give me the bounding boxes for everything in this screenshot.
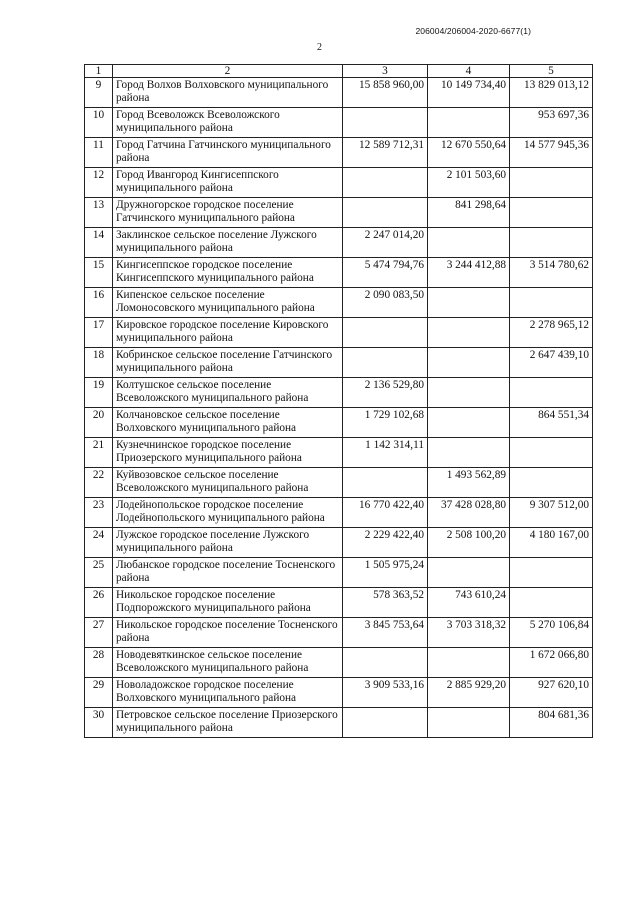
- municipality-name: Город Ивангород Кингисеппского муниципального района: [113, 168, 343, 198]
- value-column-3: 15 858 960,00: [343, 78, 428, 108]
- value-column-5: 5 270 106,84: [510, 618, 593, 648]
- value-column-3: 5 474 794,76: [343, 258, 428, 288]
- value-column-4: [428, 108, 510, 138]
- municipality-name: Кингисеппское городское поселение Кингисеппского муниципального района: [113, 258, 343, 288]
- value-column-5: [510, 378, 593, 408]
- table-row: [85, 108, 593, 138]
- municipality-name: Лужское городское поселение Лужского муниципального района: [113, 528, 343, 558]
- row-number: 26: [85, 588, 113, 618]
- value-column-3: 1 505 975,24: [343, 558, 428, 588]
- table-row: [85, 588, 593, 618]
- table-header-row: [85, 65, 593, 78]
- column-header: 5: [510, 65, 593, 78]
- value-column-5: [510, 228, 593, 258]
- value-column-4: [428, 378, 510, 408]
- value-column-4: [428, 348, 510, 378]
- municipality-name: Заклинское сельское поселение Лужского муниципального района: [113, 228, 343, 258]
- value-column-4: 10 149 734,40: [428, 78, 510, 108]
- value-column-4: 3 703 318,32: [428, 618, 510, 648]
- value-column-3: 12 589 712,31: [343, 138, 428, 168]
- value-column-4: 37 428 028,80: [428, 498, 510, 528]
- row-number: 11: [85, 138, 113, 168]
- value-column-4: 743 610,24: [428, 588, 510, 618]
- table-row: [85, 528, 593, 558]
- value-column-4: [428, 708, 510, 738]
- row-number: 12: [85, 168, 113, 198]
- table-row: [85, 348, 593, 378]
- municipality-name: Никольское городское поселение Подпорожского муниципального района: [113, 588, 343, 618]
- row-number: 10: [85, 108, 113, 138]
- table-row: [85, 558, 593, 588]
- value-column-5: [510, 198, 593, 228]
- value-column-3: [343, 708, 428, 738]
- table-row: [85, 288, 593, 318]
- row-number: 18: [85, 348, 113, 378]
- municipality-name: Никольское городское поселение Тосненского района: [113, 618, 343, 648]
- municipality-name: Кобринское сельское поселение Гатчинского муниципального района: [113, 348, 343, 378]
- value-column-3: 16 770 422,40: [343, 498, 428, 528]
- municipality-name: Кузнечнинское городское поселение Приозерского муниципального района: [113, 438, 343, 468]
- table-row: [85, 408, 593, 438]
- table-row: [85, 378, 593, 408]
- column-header: 2: [113, 65, 343, 78]
- value-column-4: 1 493 562,89: [428, 468, 510, 498]
- value-column-5: 9 307 512,00: [510, 498, 593, 528]
- table-row: [85, 168, 593, 198]
- value-column-4: 2 885 929,20: [428, 678, 510, 708]
- value-column-5: [510, 468, 593, 498]
- municipality-name: Колчановское сельское поселение Волховского муниципального района: [113, 408, 343, 438]
- row-number: 20: [85, 408, 113, 438]
- value-column-5: [510, 168, 593, 198]
- value-column-3: [343, 648, 428, 678]
- value-column-3: [343, 198, 428, 228]
- value-column-3: [343, 348, 428, 378]
- value-column-4: 2 101 503,60: [428, 168, 510, 198]
- row-number: 15: [85, 258, 113, 288]
- value-column-3: 2 229 422,40: [343, 528, 428, 558]
- value-column-4: [428, 288, 510, 318]
- row-number: 16: [85, 288, 113, 318]
- value-column-5: 13 829 013,12: [510, 78, 593, 108]
- value-column-4: 2 508 100,20: [428, 528, 510, 558]
- table-row: [85, 258, 593, 288]
- value-column-5: 927 620,10: [510, 678, 593, 708]
- municipality-name: Город Волхов Волховского муниципального района: [113, 78, 343, 108]
- table-row: [85, 228, 593, 258]
- value-column-5: 864 551,34: [510, 408, 593, 438]
- municipality-name: Петровское сельское поселение Приозерского муниципального района: [113, 708, 343, 738]
- municipality-name: Дружногорское городское поселение Гатчинского муниципального района: [113, 198, 343, 228]
- value-column-4: [428, 228, 510, 258]
- value-column-3: 1 142 314,11: [343, 438, 428, 468]
- table-row: [85, 498, 593, 528]
- table-row: [85, 138, 593, 168]
- value-column-4: 3 244 412,88: [428, 258, 510, 288]
- value-column-5: 953 697,36: [510, 108, 593, 138]
- table-row: [85, 468, 593, 498]
- value-column-5: [510, 588, 593, 618]
- value-column-5: 2 278 965,12: [510, 318, 593, 348]
- row-number: 30: [85, 708, 113, 738]
- municipality-name: Кипенское сельское поселение Ломоносовского муниципального района: [113, 288, 343, 318]
- row-number: 22: [85, 468, 113, 498]
- value-column-5: 2 647 439,10: [510, 348, 593, 378]
- row-number: 14: [85, 228, 113, 258]
- row-number: 17: [85, 318, 113, 348]
- row-number: 27: [85, 618, 113, 648]
- municipality-name: Любанское городское поселение Тосненского района: [113, 558, 343, 588]
- row-number: 28: [85, 648, 113, 678]
- value-column-3: [343, 468, 428, 498]
- municipality-name: Новоладожское городское поселение Волховского муниципального района: [113, 678, 343, 708]
- value-column-4: 841 298,64: [428, 198, 510, 228]
- document-id: 206004/206004-2020-6677(1): [415, 26, 531, 36]
- table-row: [85, 198, 593, 228]
- value-column-4: [428, 408, 510, 438]
- value-column-3: [343, 318, 428, 348]
- value-column-4: [428, 438, 510, 468]
- value-column-3: 2 090 083,50: [343, 288, 428, 318]
- value-column-3: 1 729 102,68: [343, 408, 428, 438]
- row-number: 19: [85, 378, 113, 408]
- row-number: 9: [85, 78, 113, 108]
- value-column-5: 804 681,36: [510, 708, 593, 738]
- column-header: 1: [85, 65, 113, 78]
- value-column-5: [510, 288, 593, 318]
- value-column-4: 12 670 550,64: [428, 138, 510, 168]
- row-number: 23: [85, 498, 113, 528]
- row-number: 25: [85, 558, 113, 588]
- municipality-name: Колтушское сельское поселение Всеволожского муниципального района: [113, 378, 343, 408]
- value-column-5: 14 577 945,36: [510, 138, 593, 168]
- table-row: [85, 78, 593, 108]
- value-column-3: 3 845 753,64: [343, 618, 428, 648]
- value-column-3: 578 363,52: [343, 588, 428, 618]
- value-column-3: [343, 168, 428, 198]
- value-column-5: 4 180 167,00: [510, 528, 593, 558]
- page-number: 2: [317, 42, 322, 53]
- table-row: [85, 708, 593, 738]
- table-row: [85, 438, 593, 468]
- value-column-4: [428, 558, 510, 588]
- allocation-table: [84, 64, 593, 738]
- value-column-5: [510, 558, 593, 588]
- value-column-4: [428, 318, 510, 348]
- value-column-3: 3 909 533,16: [343, 678, 428, 708]
- municipality-name: Город Гатчина Гатчинского муниципального района: [113, 138, 343, 168]
- municipality-name: Новодевяткинское сельское поселение Всеволожского муниципального района: [113, 648, 343, 678]
- value-column-5: [510, 438, 593, 468]
- value-column-3: 2 136 529,80: [343, 378, 428, 408]
- row-number: 21: [85, 438, 113, 468]
- row-number: 24: [85, 528, 113, 558]
- table-row: [85, 618, 593, 648]
- value-column-3: 2 247 014,20: [343, 228, 428, 258]
- value-column-5: 1 672 066,80: [510, 648, 593, 678]
- municipality-name: Лодейнопольское городское поселение Лодейнопольского муниципального района: [113, 498, 343, 528]
- municipality-name: Куйвозовское сельское поселение Всеволожского муниципального района: [113, 468, 343, 498]
- value-column-5: 3 514 780,62: [510, 258, 593, 288]
- municipality-name: Город Всеволожск Всеволожского муниципального района: [113, 108, 343, 138]
- column-header: 3: [343, 65, 428, 78]
- value-column-3: [343, 108, 428, 138]
- table-row: [85, 648, 593, 678]
- table-row: [85, 678, 593, 708]
- table-row: [85, 318, 593, 348]
- row-number: 13: [85, 198, 113, 228]
- municipality-name: Кировское городское поселение Кировского муниципального района: [113, 318, 343, 348]
- column-header: 4: [428, 65, 510, 78]
- value-column-4: [428, 648, 510, 678]
- row-number: 29: [85, 678, 113, 708]
